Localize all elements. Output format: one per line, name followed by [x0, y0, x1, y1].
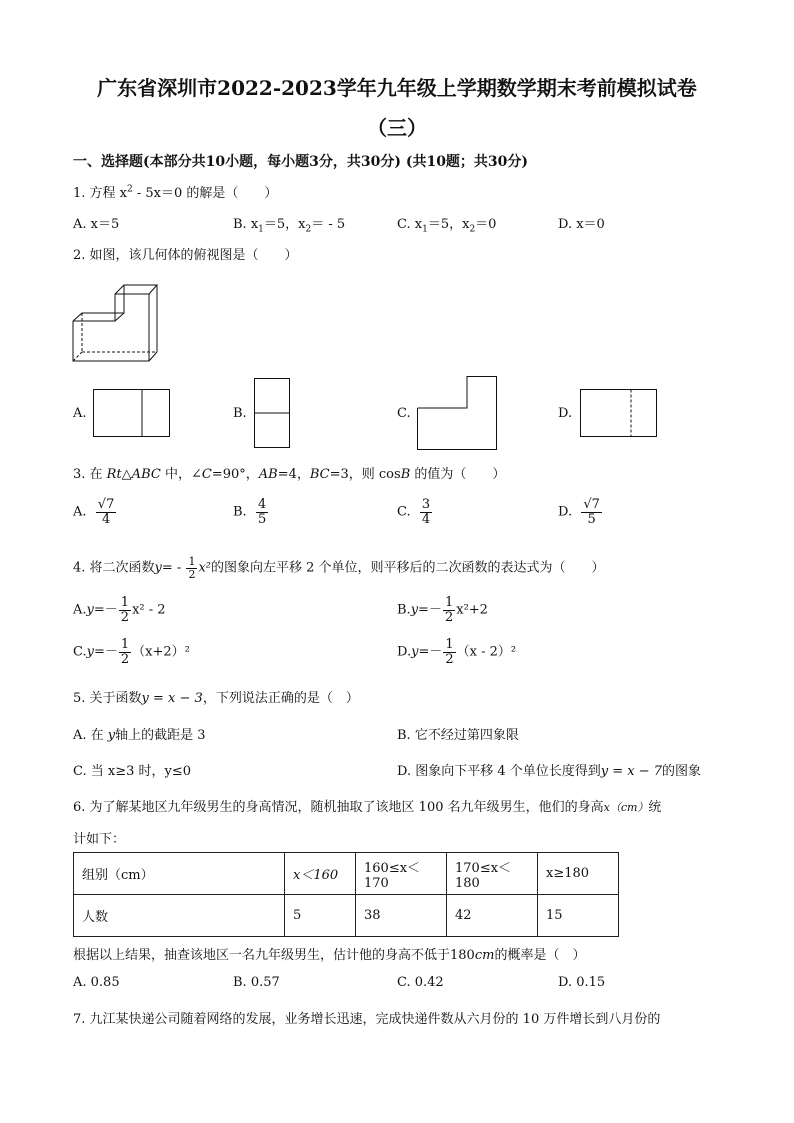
question-7: 7. 九江某快递公司随着网络的发展，业务增长迅速，完成快递件数从六月份的 10 万件增长到八月份的: [73, 1012, 661, 1027]
q2-option-b-figure[interactable]: [254, 378, 290, 448]
q6-option-a[interactable]: A. 0.85: [73, 975, 120, 990]
q1-option-c[interactable]: C. $x_1=5$，$x_2=0$: [397, 217, 497, 235]
q5-option-a[interactable]: A. 在 y轴上的截距是 3: [73, 728, 206, 743]
question-6: 6. 为了解某地区九年级男生的身高情况，随机抽取了该地区 100 名九年级男生，他们的身高x（cm）统: [73, 800, 662, 815]
table-cell: x≥180: [538, 853, 619, 895]
q2-option-c-figure[interactable]: [417, 376, 497, 450]
solid-figure: [70, 276, 160, 361]
page-title: 广东省深圳市2022-2023学年九年级上学期数学期末考前模拟试卷: [97, 76, 697, 100]
q2-option-d-label[interactable]: D.: [558, 406, 573, 421]
table-cell: x＜160: [285, 853, 356, 895]
q4-option-b[interactable]: B.y=－ $\frac{1}{2}$ x²+2: [397, 595, 488, 625]
question-2: 2. 如图，该几何体的俯视图是（ ）: [73, 248, 298, 263]
q1-option-d[interactable]: D. x＝0: [558, 217, 605, 232]
question-3: 3. 在 Rt△ABC 中，∠C=90°，AB=4，BC=3，则 cosB 的值为（ ）: [73, 467, 506, 482]
q6-option-b[interactable]: B. 0.57: [233, 975, 280, 990]
q3-option-a[interactable]: A. $\frac{√7}{4}$: [73, 497, 115, 527]
question-6-after: 根据以上结果，抽查该地区一名九年级男生，估计他的身高不低于180cm的概率是（ ）: [73, 948, 586, 963]
question-1: [73, 182, 277, 201]
q3-option-d[interactable]: D. $\frac{√7}{5}$: [558, 497, 600, 527]
q1-option-a[interactable]: A. x＝5: [73, 217, 120, 232]
q1-stem-sup: 2: [127, 184, 133, 195]
q1-option-b[interactable]: B. $x_1=5$，$x_2= - 5$: [233, 217, 346, 235]
table-cell: 38: [356, 895, 447, 937]
q3-option-b[interactable]: B. $\frac{4}{5}$: [233, 497, 267, 527]
q2-option-b-label[interactable]: B.: [233, 406, 247, 421]
q2-option-a-label[interactable]: A.: [73, 406, 87, 421]
height-table: [73, 852, 619, 937]
q4-option-c[interactable]: C.y=－ $\frac{1}{2}$ （x+2）²: [73, 637, 190, 667]
q1-number: 1.: [73, 186, 90, 201]
q6-option-c[interactable]: C. 0.42: [397, 975, 444, 990]
q5-option-c[interactable]: C. 当 x≥3 时，y≤0: [73, 764, 192, 779]
q1-stem-a: 方程 x: [89, 186, 128, 201]
question-6-line2: 计如下：: [73, 832, 126, 847]
page-title-suffix: （三）: [367, 116, 427, 140]
table-cell: 42: [447, 895, 538, 937]
q4-option-d[interactable]: D.y=－ $\frac{1}{2}$ （x - 2）²: [397, 637, 517, 667]
question-4: 4. 将二次函数y= - $\frac{1}{2}$ x²的图象向左平移 2 个单位，则平移后的二次函数的表达式为（ ）: [73, 555, 605, 581]
q2-option-a-figure[interactable]: [93, 389, 170, 437]
q5-option-d[interactable]: D. 图象向下平移 4 个单位长度得到y = x − 7的图象: [397, 764, 702, 779]
q2-option-c-label[interactable]: C.: [397, 406, 411, 421]
q1-stem-b: - 5x＝0 的解是（ ）: [132, 186, 278, 201]
table-cell: 15: [538, 895, 619, 937]
question-5: 5. 关于函数y = x − 3，下列说法正确的是（ ）: [73, 691, 359, 706]
q6-option-d[interactable]: D. 0.15: [558, 975, 606, 990]
section-heading: 一、选择题(本部分共10小题，每小题3分，共30分) (共10题；共30分): [73, 154, 529, 170]
q4-option-a[interactable]: A.y=－ $\frac{1}{2}$ x² - 2: [73, 595, 166, 625]
q5-option-b[interactable]: B. 它不经过第四象限: [397, 728, 519, 743]
table-cell: 160≤x＜170: [356, 853, 447, 895]
table-cell: 人数: [74, 895, 285, 937]
table-header-row: [74, 853, 619, 895]
table-cell: 组别（cm）: [74, 853, 285, 895]
table-row: [74, 895, 619, 937]
q2-option-d-figure[interactable]: [580, 389, 657, 437]
q3-option-c[interactable]: C. $\frac{3}{4}$: [397, 497, 431, 527]
table-cell: 170≤x＜180: [447, 853, 538, 895]
table-cell: 5: [285, 895, 356, 937]
